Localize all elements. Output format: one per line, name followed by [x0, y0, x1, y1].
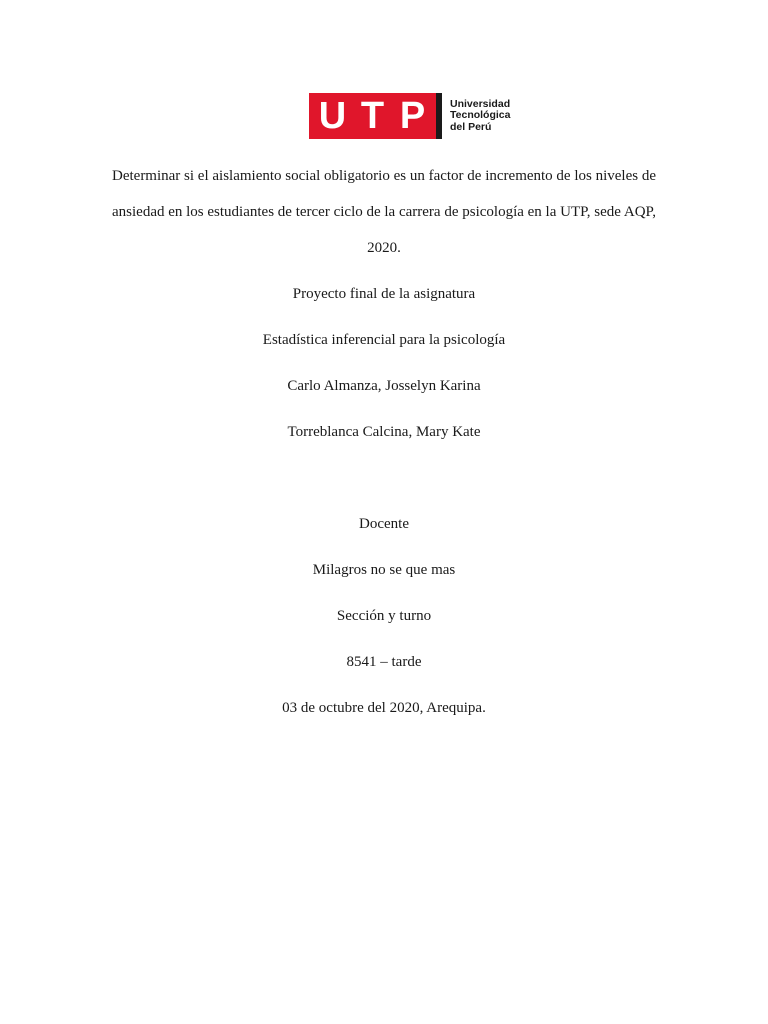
logo-text-line-3: del Perú: [450, 120, 492, 133]
course-name: Estadística inferencial para la psicología: [262, 332, 506, 348]
logo-text-line-1: Universidad: [450, 97, 511, 110]
logo-text-line-2: Tecnológica: [450, 109, 511, 122]
teacher-name: Milagros no se que mas: [312, 562, 456, 578]
author-1: Carlo Almanza, Josselyn Karina: [287, 378, 481, 394]
logo-divider: [436, 93, 442, 139]
logo-letter-p: P: [399, 95, 426, 137]
section-label: Sección y turno: [336, 608, 432, 624]
author-2: Torreblanca Calcina, Mary Kate: [287, 424, 481, 440]
logo-red-box: [309, 93, 436, 139]
teacher-label: Docente: [359, 516, 409, 532]
logo-text: [450, 93, 510, 139]
title-line-2: ansiedad en los estudiantes de tercer ciclo de la carrera de psicología en la UTP, sede AQP,: [112, 204, 656, 220]
title-line-3: 2020.: [367, 240, 401, 256]
logo-letter-t: T: [360, 95, 385, 137]
project-label: Proyecto final de la asignatura: [292, 286, 476, 302]
section-value: 8541 – tarde: [346, 654, 422, 670]
title-line-1: Determinar si el aislamiento social obligatorio es un factor de incremento de los niveles de: [112, 168, 656, 184]
logo-letter-u: U: [318, 95, 347, 137]
utp-logo: [309, 93, 510, 139]
date-place: 03 de octubre del 2020, Arequipa.: [282, 700, 486, 716]
